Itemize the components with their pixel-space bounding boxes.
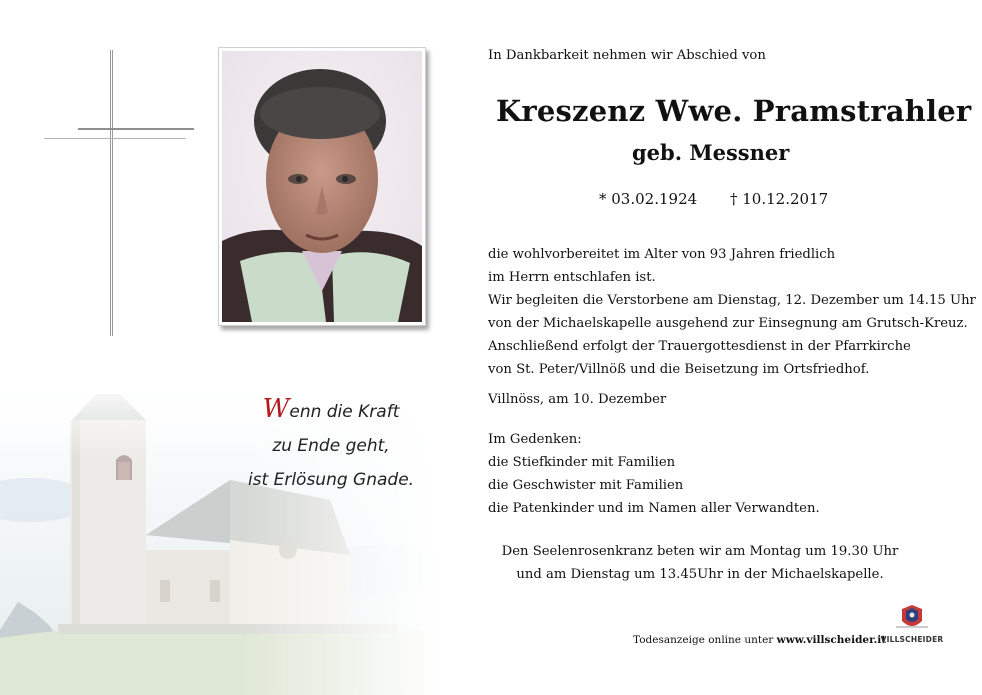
online-prefix: Todesanzeige online unter xyxy=(633,634,774,646)
intro-text: In Dankbarkeit nehmen wir Abschied von xyxy=(488,48,766,63)
announcement-line: die wohlvorbereitet im Alter von 93 Jahren friedlich xyxy=(488,247,836,262)
rosary-notice xyxy=(488,540,912,586)
deceased-name: Kreszenz Wwe. Pramstrahler xyxy=(496,94,972,128)
memorial-quote xyxy=(206,392,456,497)
portrait-photo xyxy=(218,47,426,326)
maiden-name: geb. Messner xyxy=(632,140,790,165)
quote-line-3: ist Erlösung Gnade. xyxy=(247,470,415,490)
death-date: † 10.12.2017 xyxy=(730,190,829,208)
rosary-line: Den Seelenrosenkranz beten wir am Montag um 19.30 Uhr xyxy=(501,544,899,559)
logo-emblem-icon xyxy=(876,605,948,635)
quote-line-1: enn die Kraft xyxy=(289,402,400,422)
memory-line: die Patenkinder und im Namen aller Verwandten. xyxy=(488,501,820,516)
online-notice xyxy=(633,634,886,646)
quote-line-2: zu Ende geht, xyxy=(272,436,390,456)
announcement-line: im Herrn entschlafen ist. xyxy=(488,270,656,285)
announcement-line: Wir begleiten die Verstorbene am Dienstag, 12. Dezember um 14.15 Uhr xyxy=(488,293,976,308)
logo-brand-text: VILLSCHEIDER xyxy=(880,635,944,644)
rosary-line: und am Dienstag um 13.45Uhr in der Michaelskapelle. xyxy=(516,567,884,582)
memory-list xyxy=(488,428,820,520)
memory-line: die Geschwister mit Familien xyxy=(488,478,684,493)
memory-heading: Im Gedenken: xyxy=(488,432,582,447)
announcement-line: von der Michaelskapelle ausgehend zur Einsegnung am Grutsch-Kreuz. xyxy=(488,316,968,331)
online-url-link[interactable]: www.villscheider.it xyxy=(776,634,887,646)
announcement-text xyxy=(488,243,976,381)
announcement-line: von St. Peter/Villnöß und die Beisetzung im Ortsfriedhof. xyxy=(488,362,870,377)
memory-line: die Stiefkinder mit Familien xyxy=(488,455,676,470)
villscheider-logo xyxy=(876,605,948,650)
announcement-line: Anschließend erfolgt der Trauergottesdienst in der Pfarrkirche xyxy=(488,339,911,354)
place-date: Villnöss, am 10. Dezember xyxy=(488,392,667,407)
quote-initial: W xyxy=(262,394,290,424)
birth-date: * 03.02.1924 xyxy=(599,190,698,208)
